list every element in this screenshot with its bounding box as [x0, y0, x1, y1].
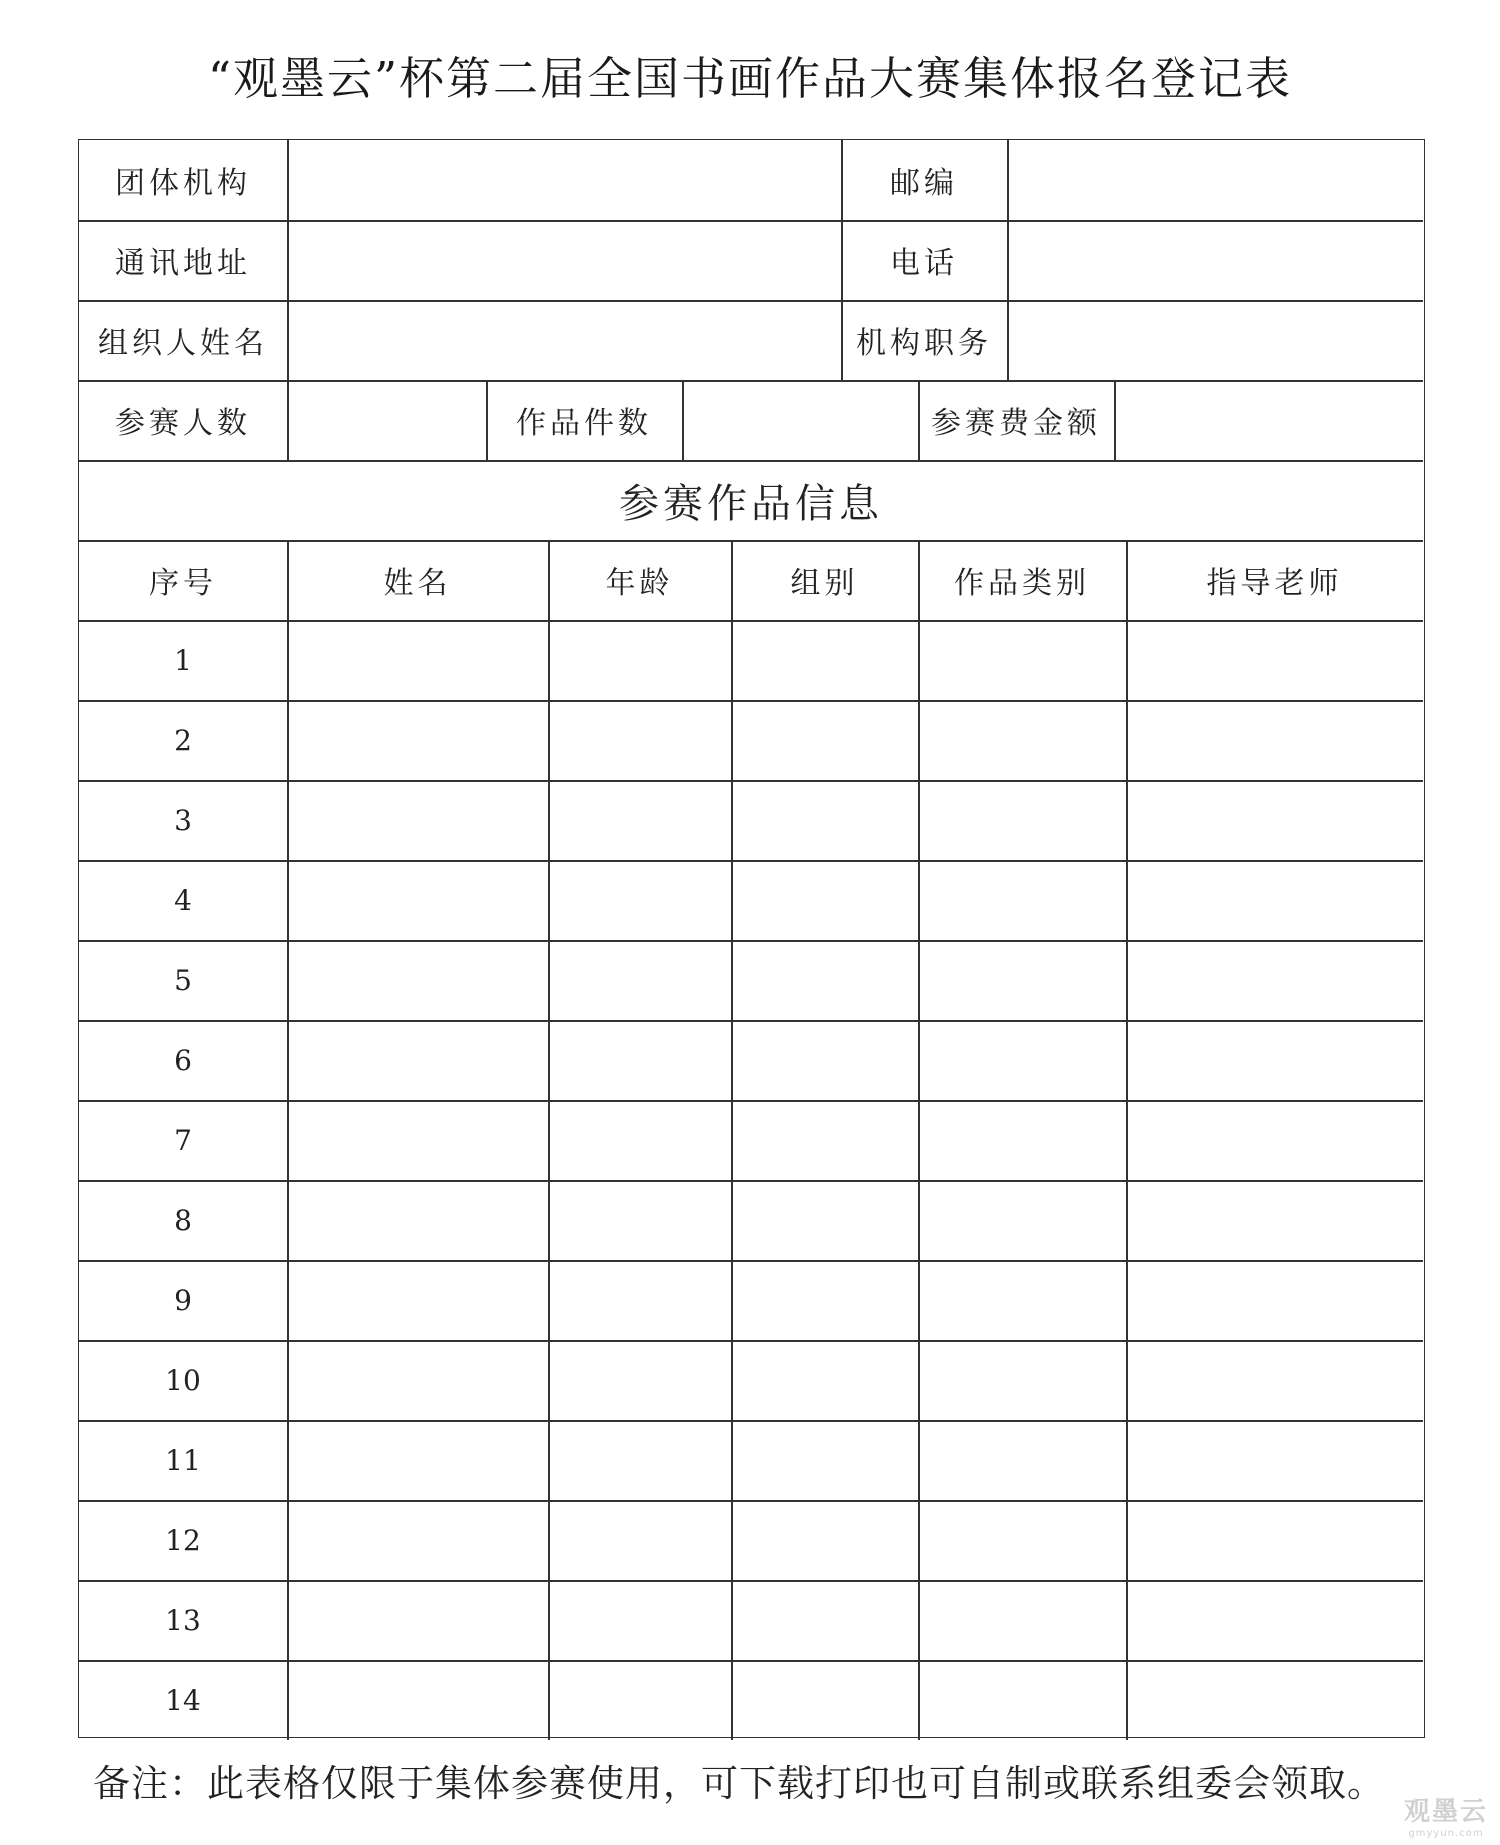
- entry-cell[interactable]: [731, 1100, 918, 1180]
- postcode-label: 邮编: [890, 166, 958, 201]
- entry-cell[interactable]: [1126, 1580, 1423, 1660]
- row-number: 4: [174, 883, 192, 917]
- entry-cell[interactable]: [1126, 1260, 1423, 1340]
- address-input[interactable]: [287, 220, 841, 300]
- entry-cell[interactable]: [548, 780, 731, 860]
- entry-cell[interactable]: [731, 620, 918, 700]
- entry-cell[interactable]: [1126, 620, 1423, 700]
- entry-cell[interactable]: [731, 1420, 918, 1500]
- organizer-label: 组织人姓名: [98, 326, 268, 361]
- entry-cell[interactable]: [1126, 780, 1423, 860]
- org-label: 团体机构: [115, 166, 251, 201]
- entry-cell[interactable]: [548, 1260, 731, 1340]
- entry-cell[interactable]: [287, 780, 548, 860]
- entry-cell[interactable]: [287, 1420, 548, 1500]
- entry-cell[interactable]: [1126, 1660, 1423, 1740]
- entry-cell[interactable]: [731, 860, 918, 940]
- column-header: 组别: [790, 566, 859, 601]
- position-input[interactable]: [1007, 300, 1423, 380]
- works-input[interactable]: [682, 380, 918, 460]
- row-number: 1: [174, 643, 192, 677]
- entry-cell[interactable]: [918, 1260, 1126, 1340]
- row-number: 12: [165, 1523, 201, 1557]
- entry-cell[interactable]: [1126, 700, 1423, 780]
- entry-cell[interactable]: [918, 1020, 1126, 1100]
- entry-cell[interactable]: [1126, 1420, 1423, 1500]
- entry-cell[interactable]: [918, 1420, 1126, 1500]
- row-number: 9: [174, 1283, 192, 1317]
- form-title: “观墨云”杯第二届全国书画作品大赛集体报名登记表: [207, 52, 1292, 105]
- entry-cell[interactable]: [548, 940, 731, 1020]
- entry-cell[interactable]: [918, 1100, 1126, 1180]
- entry-cell[interactable]: [548, 1580, 731, 1660]
- entry-cell[interactable]: [918, 940, 1126, 1020]
- column-header: 姓名: [383, 566, 452, 601]
- entry-cell[interactable]: [287, 860, 548, 940]
- entry-cell[interactable]: [1126, 1100, 1423, 1180]
- address-label: 通讯地址: [115, 246, 251, 281]
- entry-cell[interactable]: [731, 940, 918, 1020]
- section-title: 参赛作品信息: [619, 480, 883, 527]
- entry-cell[interactable]: [548, 700, 731, 780]
- watermark-url: gmyyun.com: [1408, 1828, 1484, 1839]
- entry-cell[interactable]: [731, 1340, 918, 1420]
- entry-cell[interactable]: [1126, 1020, 1423, 1100]
- row-number: 13: [165, 1603, 201, 1637]
- entry-cell[interactable]: [1126, 860, 1423, 940]
- column-header: 作品类别: [954, 566, 1090, 601]
- participants-input[interactable]: [287, 380, 486, 460]
- registration-table: [78, 139, 1425, 1738]
- phone-input[interactable]: [1007, 220, 1423, 300]
- entry-cell[interactable]: [731, 1020, 918, 1100]
- entry-cell[interactable]: [548, 1020, 731, 1100]
- entry-cell[interactable]: [731, 700, 918, 780]
- entry-cell[interactable]: [287, 700, 548, 780]
- position-label: 机构职务: [856, 326, 992, 361]
- entry-cell[interactable]: [731, 1580, 918, 1660]
- entry-cell[interactable]: [918, 620, 1126, 700]
- entry-cell[interactable]: [1126, 1340, 1423, 1420]
- entry-cell[interactable]: [548, 1500, 731, 1580]
- org-input[interactable]: [287, 140, 841, 220]
- entry-cell[interactable]: [918, 780, 1126, 860]
- entry-cell[interactable]: [731, 1180, 918, 1260]
- row-number: 5: [174, 963, 192, 997]
- entry-cell[interactable]: [287, 940, 548, 1020]
- fee-label: 参赛费金额: [931, 406, 1101, 441]
- row-number: 8: [174, 1203, 192, 1237]
- row-number: 10: [165, 1363, 201, 1397]
- entry-cell[interactable]: [287, 1180, 548, 1260]
- entry-cell[interactable]: [918, 1340, 1126, 1420]
- entry-cell[interactable]: [287, 1260, 548, 1340]
- entry-cell[interactable]: [918, 1660, 1126, 1740]
- participants-label: 参赛人数: [115, 406, 251, 441]
- column-header: 指导老师: [1206, 566, 1343, 601]
- row-number: 11: [165, 1443, 201, 1477]
- entry-cell[interactable]: [918, 1580, 1126, 1660]
- row-number: 6: [174, 1043, 192, 1077]
- entry-cell[interactable]: [918, 700, 1126, 780]
- entry-cell[interactable]: [548, 1420, 731, 1500]
- row-number: 7: [174, 1123, 192, 1157]
- entry-cell[interactable]: [287, 1580, 548, 1660]
- phone-label: 电话: [890, 246, 958, 281]
- row-number: 3: [174, 803, 192, 837]
- entry-cell[interactable]: [287, 1020, 548, 1100]
- entry-cell[interactable]: [548, 620, 731, 700]
- entry-cell[interactable]: [918, 860, 1126, 940]
- entry-cell[interactable]: [287, 1100, 548, 1180]
- entry-cell[interactable]: [918, 1500, 1126, 1580]
- entry-cell[interactable]: [287, 1500, 548, 1580]
- organizer-input[interactable]: [287, 300, 841, 380]
- entry-cell[interactable]: [548, 860, 731, 940]
- row-number: 2: [174, 723, 192, 757]
- footnote: 备注：此表格仅限于集体参赛使用，可下载打印也可自制或联系组委会领取。: [93, 1762, 1385, 1805]
- entry-cell[interactable]: [731, 780, 918, 860]
- entry-cell[interactable]: [548, 1660, 731, 1740]
- entry-cell[interactable]: [1126, 1180, 1423, 1260]
- entry-cell[interactable]: [287, 1660, 548, 1740]
- entry-cell[interactable]: [731, 1660, 918, 1740]
- row-number: 14: [165, 1683, 201, 1717]
- column-header: 年龄: [605, 566, 674, 601]
- entry-cell[interactable]: [731, 1500, 918, 1580]
- entry-cell[interactable]: [918, 1180, 1126, 1260]
- column-header: 序号: [149, 566, 217, 601]
- postcode-input[interactable]: [1007, 140, 1423, 220]
- works-label: 作品件数: [516, 406, 652, 441]
- entry-cell[interactable]: [731, 1260, 918, 1340]
- fee-input[interactable]: [1114, 380, 1423, 460]
- entry-cell[interactable]: [548, 1100, 731, 1180]
- watermark-logo: [1404, 1791, 1488, 1839]
- watermark-text: 观墨云: [1403, 1797, 1488, 1827]
- entry-cell[interactable]: [287, 620, 548, 700]
- entry-cell[interactable]: [1126, 940, 1423, 1020]
- entry-cell[interactable]: [548, 1340, 731, 1420]
- entry-cell[interactable]: [548, 1180, 731, 1260]
- entry-cell[interactable]: [287, 1340, 548, 1420]
- entry-cell[interactable]: [1126, 1500, 1423, 1580]
